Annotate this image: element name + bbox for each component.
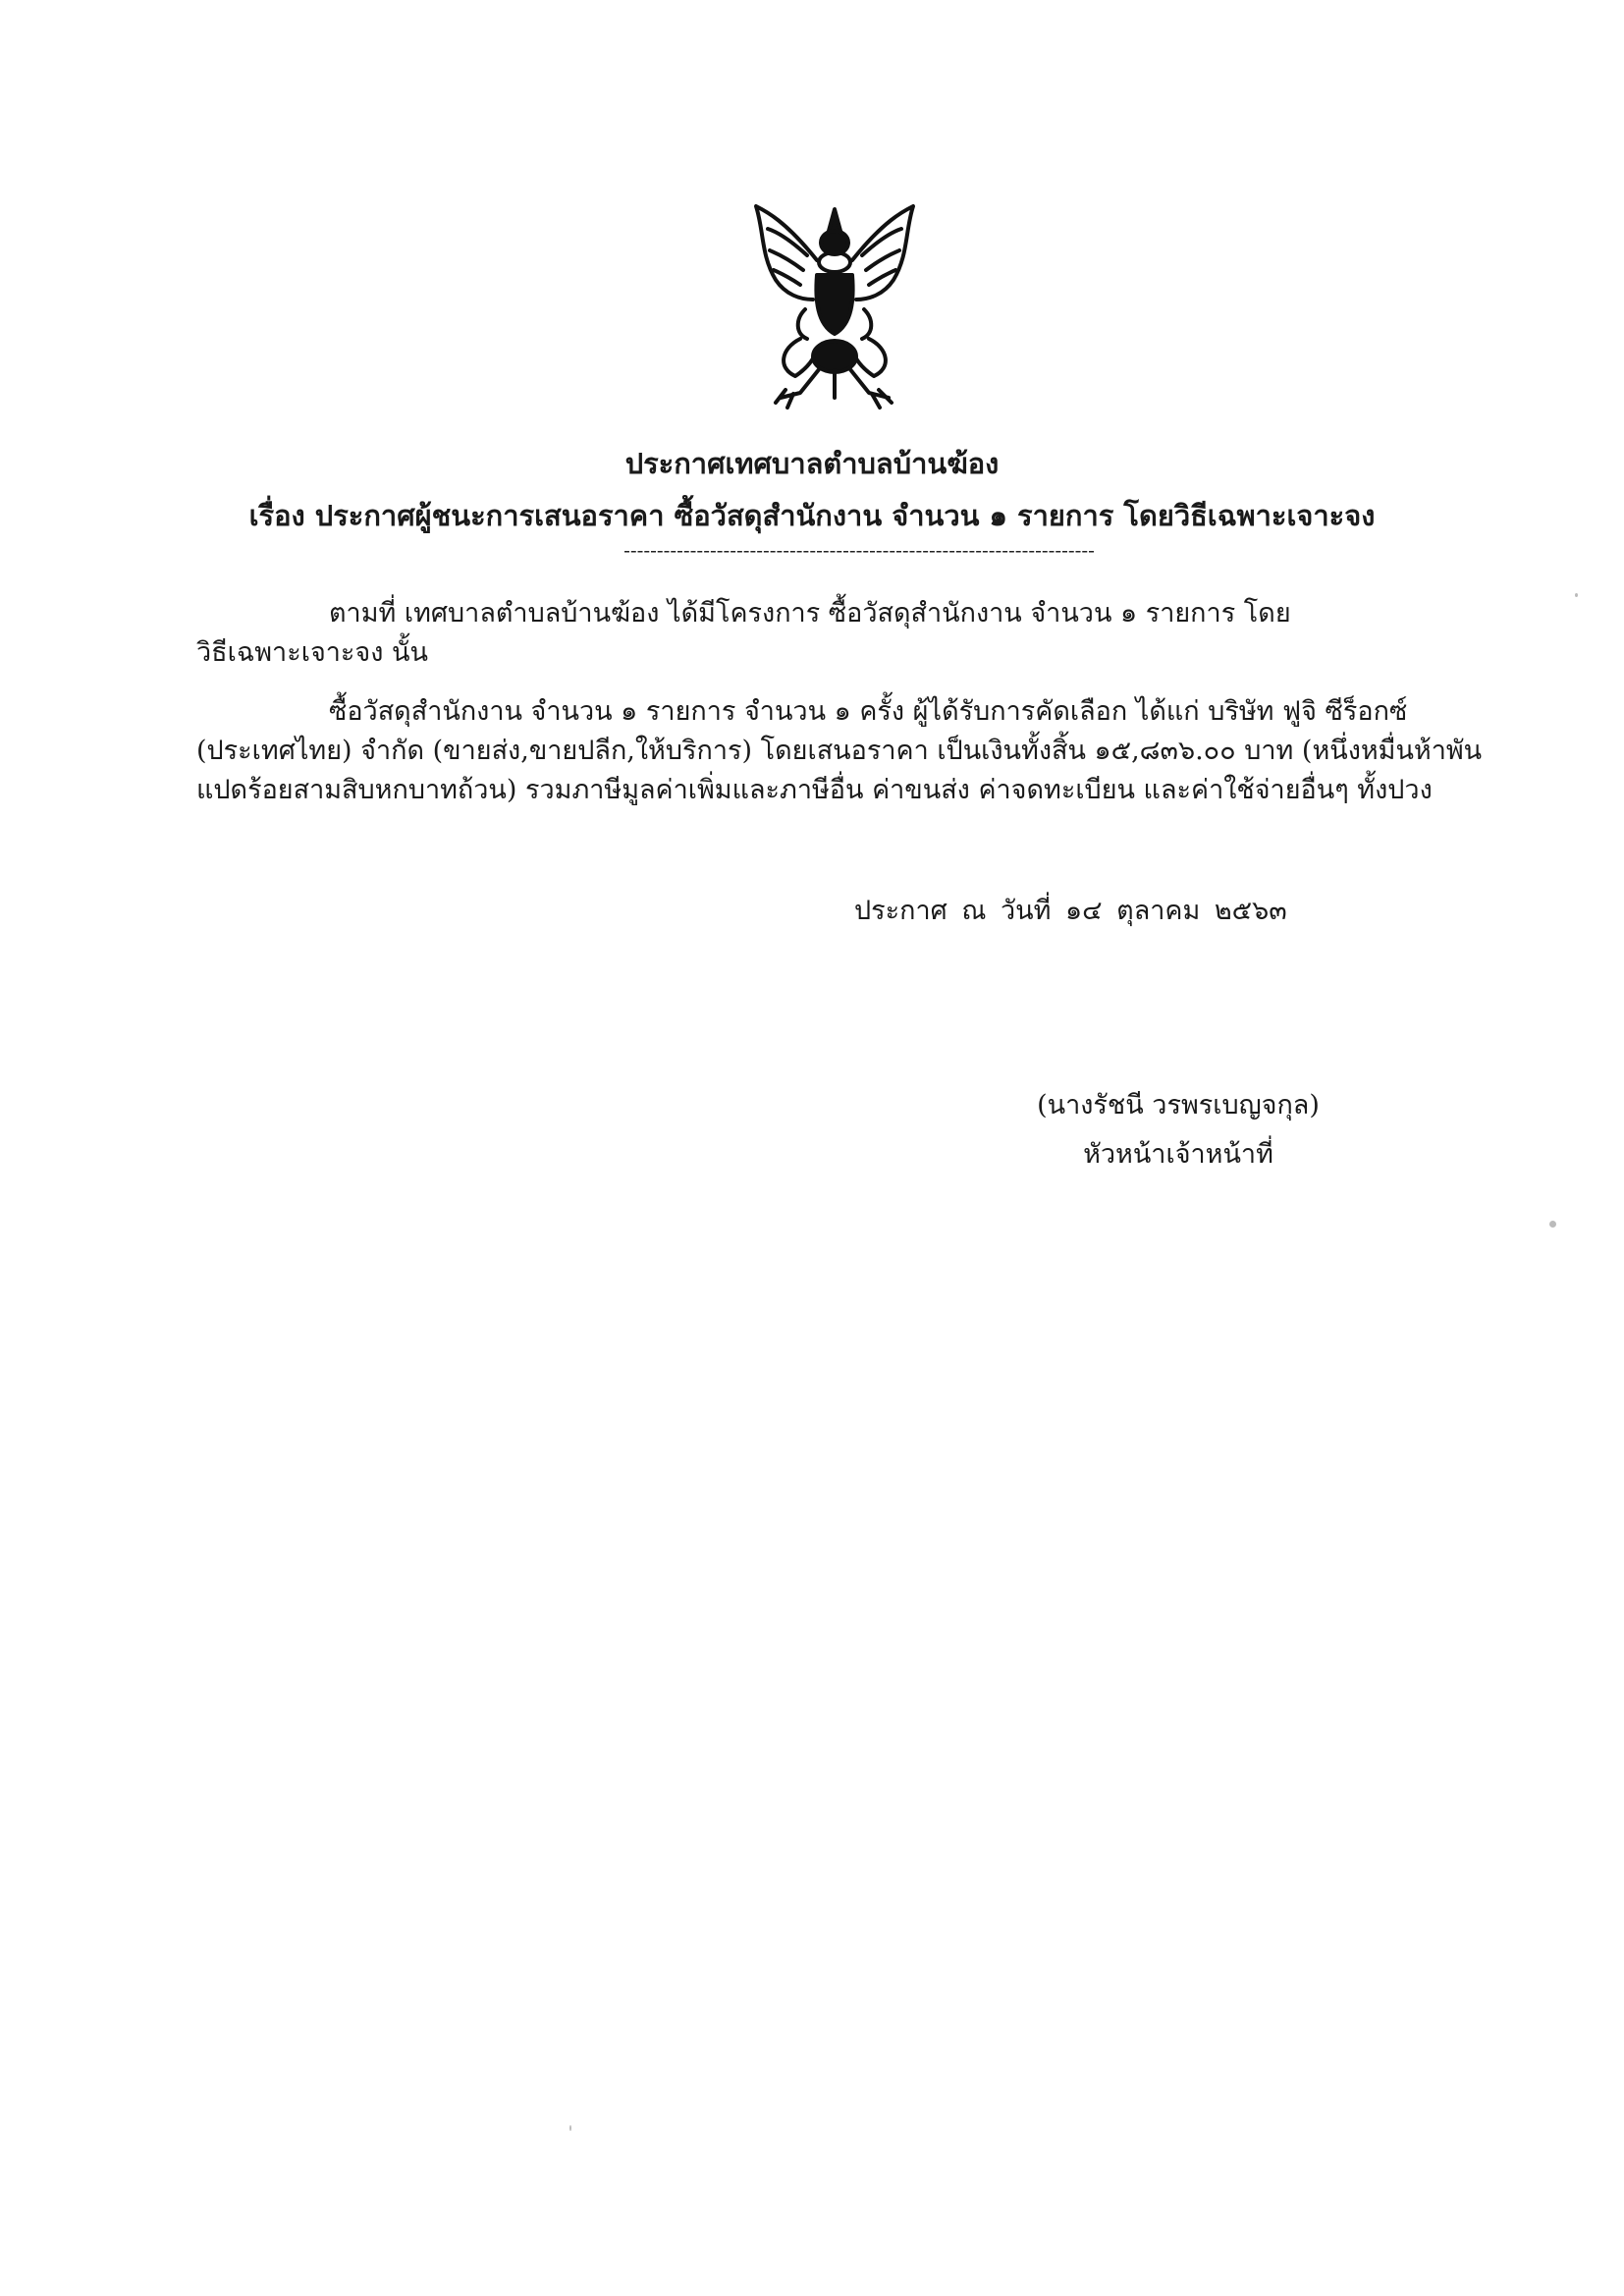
scan-speck [1575, 593, 1578, 597]
signatory-name: (นางรัชนี วรพรเบญจกุล) [1037, 1090, 1320, 1121]
paragraph-line: ซื้อวัสดุสำนักงาน จำนวน ๑ รายการ จำนวน ๑ ครั้ง ผู้ได้รับการคัดเลือก ได้แก่ บริษัท ฟูจิ ซีร็อกซ์ [329, 696, 1408, 727]
announcement-date: ประกาศ ณ วันที่ ๑๔ ตุลาคม ๒๕๖๓ [854, 896, 1287, 926]
paragraph-line: วิธีเฉพาะเจาะจง นั้น [196, 637, 428, 668]
scan-speck [569, 2125, 571, 2131]
announcement-title: ประกาศเทศบาลตำบลบ้านฆ้อง [624, 447, 1000, 480]
signatory-position: หัวหน้าเจ้าหน้าที่ [1083, 1139, 1273, 1170]
paragraph-winner [196, 692, 1512, 810]
announcement-subject: เรื่อง ประกาศผู้ชนะการเสนอราคา ซื้อวัสดุสำนักงาน จำนวน ๑ รายการ โดยวิธีเฉพาะเจาะจง [248, 499, 1376, 532]
paragraph-project [196, 594, 1512, 673]
scan-speck [1549, 1221, 1556, 1228]
paragraph-line: แปดร้อยสามสิบหกบาทถ้วน) รวมภาษีมูลค่าเพิ่มและภาษีอื่น ค่าขนส่ง ค่าจดทะเบียน และค่าใช้จ่ายอื่นๆ ทั้งปวง [196, 775, 1433, 805]
paragraph-line: (ประเทศไทย) จำกัด (ขายส่ง,ขายปลีก,ให้บริการ) โดยเสนอราคา เป็นเงินทั้งสิ้น ๑๕,๘๓๖.๐๐ บาท (หนึ่งหมื่นห้าพัน [196, 736, 1483, 766]
paragraph-line: ตามที่ เทศบาลตำบลบ้านฆ้อง ได้มีโครงการ ซื้อวัสดุสำนักงาน จำนวน ๑ รายการ โดย [329, 598, 1291, 629]
separator-line: ----------------------------------------------------------------------- [623, 538, 1095, 562]
garuda-emblem-icon [746, 201, 923, 412]
